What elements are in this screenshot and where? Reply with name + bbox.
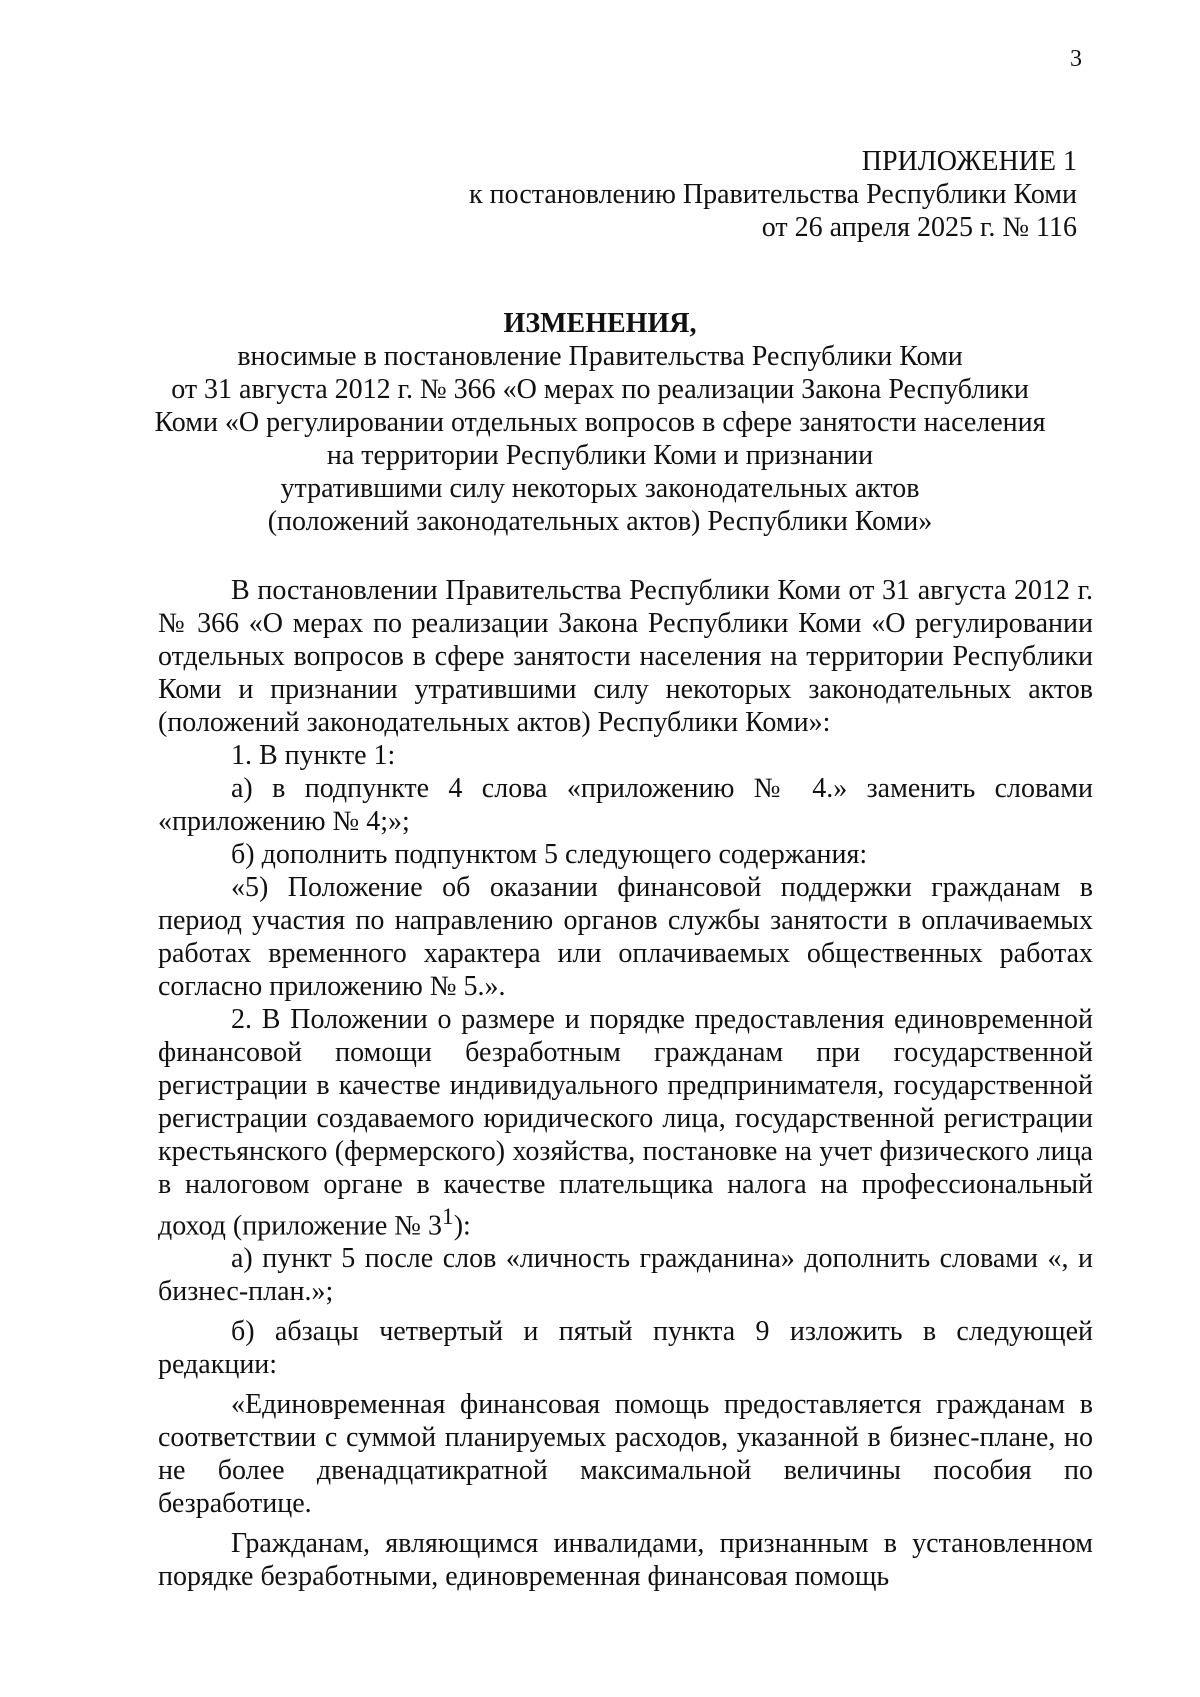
appendix-date: от 26 апреля 2025 г. № 116 (761, 212, 1077, 243)
title-line: на территории Республики Коми и признании (326, 440, 874, 471)
paragraph-item-2-text: 2. В Положении о размере и порядке предоставления единовременной финансовой помощи безработным гражданам при государственной регистрации в качестве индивидуального предпринимателя, государственной регистрации создаваемого юридического лица, государственной регистрации крестьянского (фермерского) хозяйства, постановке на учет физического лица в налоговом органе в качестве плательщика налога на профессиональный доход (приложение № 3 (158, 1004, 1093, 1242)
appendix-reference: к постановлению Правительства Республики Коми (469, 179, 1077, 210)
paragraph-item-2-end: ): (453, 1210, 471, 1242)
paragraph-item-1b: б) дополнить подпунктом 5 следующего содержания: (231, 839, 868, 870)
paragraph-disabled-citizens: Гражданам, являющимся инвалидами, признанным в установленном порядке безработными, единовременная финансовая помощь (158, 1528, 1093, 1593)
title-line: (положений законодательных актов) Республики Коми» (267, 506, 933, 537)
paragraph-intro: В постановлении Правительства Республики Коми от 31 августа 2012 г. № 366 «О мерах по реализации Закона Республики Коми «О регулировании отдельных вопросов в сфере занятости населения на территории Республики Коми и признании утратившими силу некоторых законодательных актов (положений законодательных актов) Республики Коми»: (158, 575, 1093, 738)
document-body (158, 574, 1093, 1593)
title-heading: ИЗМЕНЕНИЯ, (503, 308, 697, 339)
paragraph-item-2b: б) абзацы четвертый и пятый пункта 9 изложить в следующей редакции: (158, 1316, 1093, 1381)
superscript-index: 1 (442, 1204, 454, 1230)
title-line: Коми «О регулировании отдельных вопросов в сфере занятости населения (154, 407, 1046, 438)
appendix-title: ПРИЛОЖЕНИЕ 1 (861, 146, 1077, 177)
paragraph-item-1: 1. В пункте 1: (231, 740, 396, 771)
title-line: утратившими силу некоторых законодательных актов (280, 473, 920, 504)
title-line: от 31 августа 2012 г. № 366 «О мерах по реализации Закона Республики (171, 374, 1029, 405)
appendix-header (317, 145, 1077, 244)
paragraph-item-1a: а) в подпункте 4 слова «приложению № 4.» заменить словами «приложению № 4;»; (158, 773, 1093, 837)
document-title (150, 307, 1050, 538)
paragraph-quote-assistance: «Единовременная финансовая помощь предоставляется гражданам в соответствии с суммой планируемых расходов, указанной в бизнес-плане, но не более двенадцатикратной максимальной величины пособия по безработице. (158, 1389, 1093, 1520)
title-line: вносимые в постановление Правительства Республики Коми (237, 341, 963, 372)
paragraph-item-2 (158, 1003, 1093, 1242)
page-number: 3 (1070, 46, 1082, 72)
paragraph-quote-5: «5) Положение об оказании финансовой поддержки гражданам в период участия по направлению органов службы занятости в оплачиваемых работах временного характера или оплачиваемых общественных работах согласно приложению № 5.». (158, 872, 1093, 1002)
paragraph-item-2a: а) пункт 5 после слов «личность гражданина» дополнить словами «, и бизнес-план.»; (158, 1243, 1093, 1308)
